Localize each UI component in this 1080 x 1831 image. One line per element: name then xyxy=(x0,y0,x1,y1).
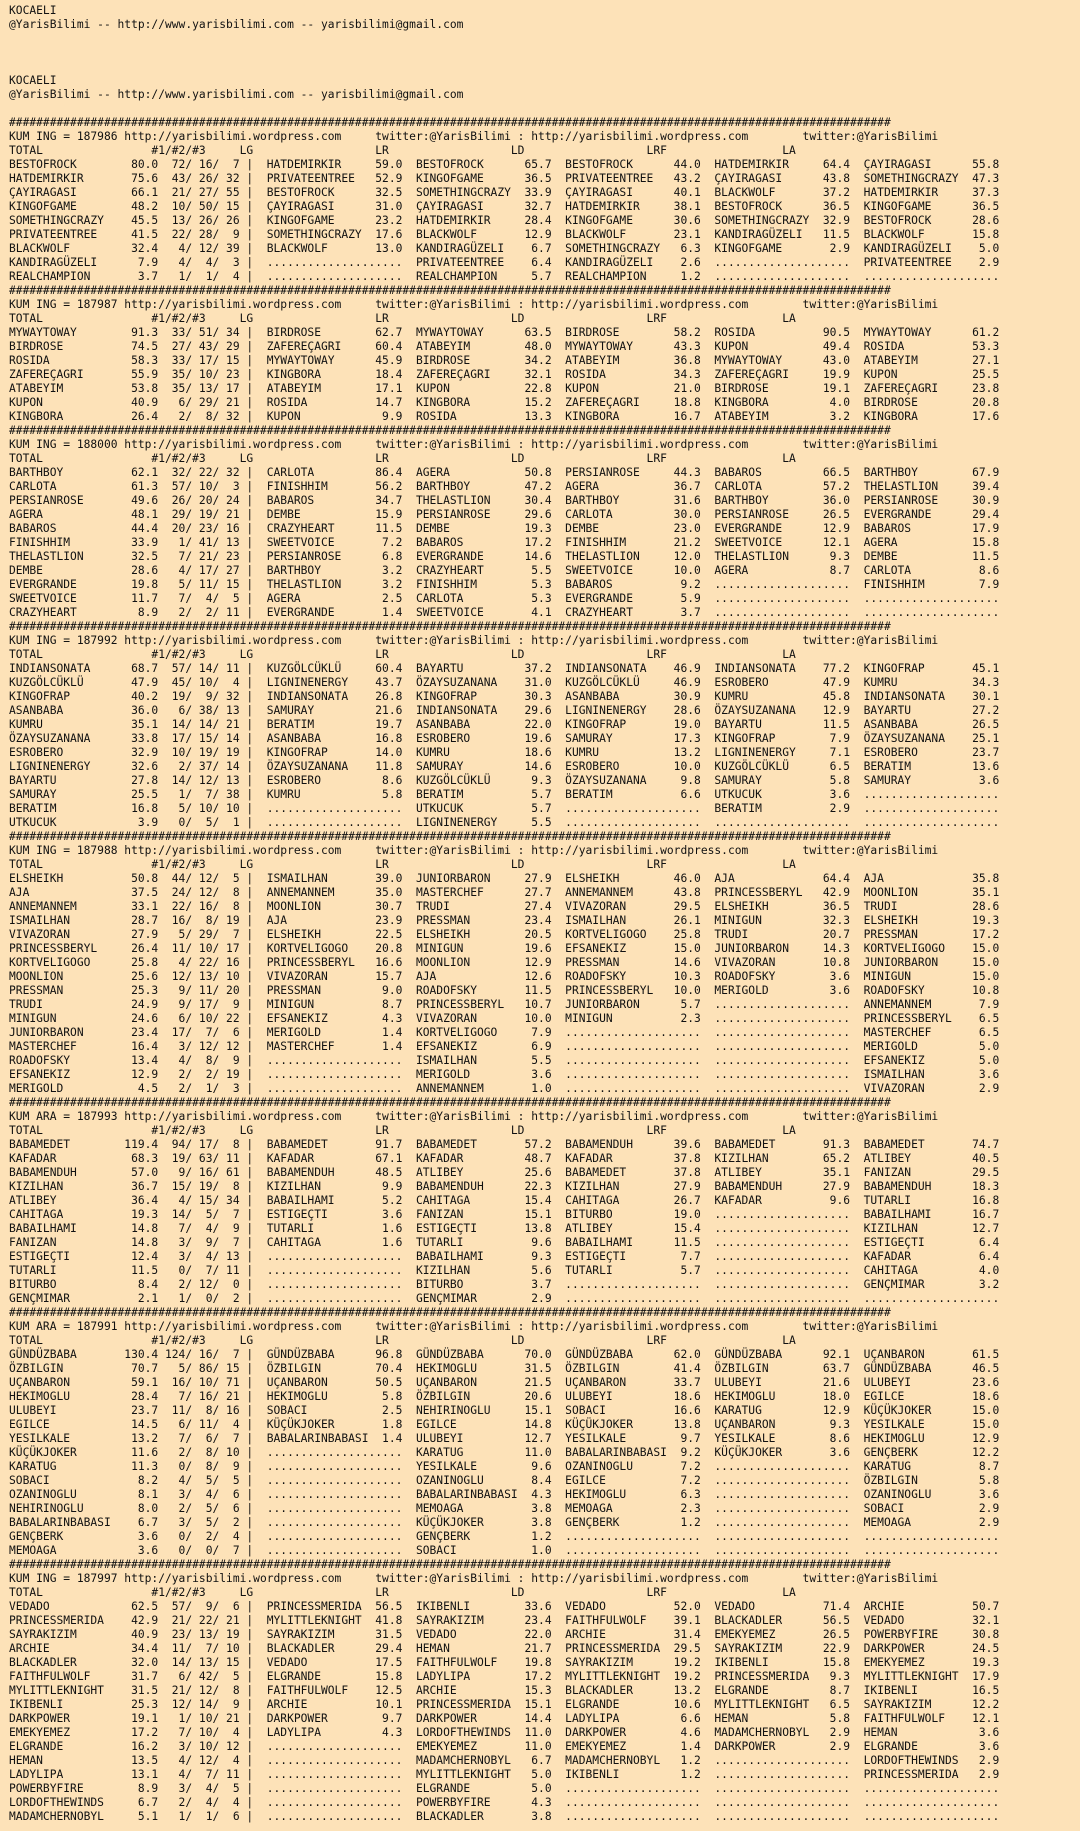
horse-stats-row: SAYRAKIZIM 40.9 23/ 13/ 19 | SAYRAKIZIM 31.5 VEDADO 22.0 ARCHIE 31.4 EMEKYEMEZ 26.5 POWERBYFIRE 30.8 xyxy=(9,1628,1000,1641)
horse-stats-row: ISMAILHAN 28.7 16/ 8/ 19 | AJA 23.9 PRESSMAN 23.4 ISMAILHAN 26.1 MINIGUN 32.3 ELSHEIKH 19.3 xyxy=(9,914,1000,927)
horse-stats-row: BIRDROSE 74.5 27/ 43/ 29 | ZAFEREÇAGRI 60.4 ATABEYIM 48.0 MYWAYTOWAY 43.3 KUPON 49.4 ROSIDA 53.3 xyxy=(9,340,1000,353)
blank-line xyxy=(9,60,1072,74)
horse-stats-row: IKIBENLI 25.3 12/ 14/ 9 | ARCHIE 10.1 PRINCESSMERIDA 15.1 ELGRANDE 10.6 MYLITTLEKNIGHT 6.5 SAYRAKIZIM 12.2 xyxy=(9,1698,1000,1711)
column-headers: TOTAL #1/#2/#3 LG LR LD LRF LA xyxy=(9,312,796,325)
horse-stats-row: KUPON 40.9 6/ 29/ 21 | ROSIDA 14.7 KINGBORA 15.2 ZAFEREÇAGRI 18.8 KINGBORA 4.0 BIRDROSE 20.8 xyxy=(9,396,1000,409)
horse-stats-row: BLACKADLER 32.0 14/ 13/ 15 | VEDADO 17.5 FAITHFULWOLF 19.8 SAYRAKIZIM 19.2 IKIBENLI 15.8 EMEKYEMEZ 19.3 xyxy=(9,1656,1000,1669)
race-header: KUM ING = 188000 http://yarisbilimi.wordpress.com twitter:@YarisBilimi : http://yarisbilimi.wordpress.com twitter:@YarisBilimi xyxy=(9,438,939,451)
horse-stats-row: MEMOAGA 3.6 0/ 0/ 7 | .................... SOBACI 1.0 .................... .................... .................... xyxy=(9,1544,1000,1557)
horse-stats-row: ESTIGEÇTI 12.4 3/ 4/ 13 | .................... BABAILHAMI 9.3 ESTIGEÇTI 7.7 .................... KAFADAR 6.4 xyxy=(9,1250,1000,1263)
horse-stats-row: KARATUG 11.3 0/ 8/ 9 | .................... YESILKALE 9.6 OZANINOGLU 7.2 .................... KARATUG 8.7 xyxy=(9,1460,1000,1473)
horse-stats-row: KANDIRAGÜZELI 7.9 4/ 4/ 3 | .................... PRIVATEENTREE 6.4 KANDIRAGÜZELI 2.6 .................... PRIVATEENTREE 2.9 xyxy=(9,256,1000,269)
horse-stats-row: ÖZBILGIN 70.7 5/ 86/ 15 | ÖZBILGIN 70.4 HEKIMOGLU 31.5 ÖZBILGIN 41.4 ÖZBILGIN 63.7 GÜNDÜZBABA 46.5 xyxy=(9,1362,1000,1375)
horse-stats-row: KIZILHAN 36.7 15/ 19/ 8 | KIZILHAN 9.9 BABAMENDUH 22.3 KIZILHAN 27.9 BABAMENDUH 27.9 BABAMENDUH 18.3 xyxy=(9,1180,1000,1193)
horse-stats-row: UÇANBARON 59.1 16/ 10/ 71 | UÇANBARON 50.5 UÇANBARON 21.5 UÇANBARON 33.7 ULUBEYI 21.6 ULUBEYI 23.6 xyxy=(9,1376,1000,1389)
column-headers: TOTAL #1/#2/#3 LG LR LD LRF LA xyxy=(9,1124,796,1137)
horse-stats-row: FINISHHIM 33.9 1/ 41/ 13 | SWEETVOICE 7.2 BABAROS 17.2 FINISHHIM 21.2 SWEETVOICE 12.1 AGERA 15.8 xyxy=(9,536,1000,549)
horse-stats-row: UTKUCUK 3.9 0/ 5/ 1 | .................... LIGNINENERGY 5.5 .................... .................... .................... xyxy=(9,816,1000,829)
horse-stats-row: DEMBE 28.6 4/ 17/ 27 | BARTHBOY 3.2 CRAZYHEART 5.5 SWEETVOICE 10.0 AGERA 8.7 CARLOTA 8.6 xyxy=(9,564,1000,577)
race-header: KUM ING = 187988 http://yarisbilimi.wordpress.com twitter:@YarisBilimi : http://yarisbilimi.wordpress.com twitter:@YarisBilimi xyxy=(9,844,939,857)
horse-stats-row: BABAMENDUH 57.0 9/ 16/ 61 | BABAMENDUH 48.5 ATLIBEY 25.6 BABAMEDET 37.8 ATLIBEY 35.1 FANIZAN 29.5 xyxy=(9,1166,1000,1179)
horse-stats-row: EVERGRANDE 19.8 5/ 11/ 15 | THELASTLION 3.2 FINISHHIM 5.3 BABAROS 9.2 .................... FINISHHIM 7.9 xyxy=(9,578,1000,591)
horse-stats-row: REALCHAMPION 3.7 1/ 1/ 4 | .................... REALCHAMPION 5.7 REALCHAMPION 1.2 .................... .................... xyxy=(9,270,1000,283)
race-header: KUM ING = 187986 http://yarisbilimi.wordpress.com twitter:@YarisBilimi : http://yarisbilimi.wordpress.com twitter:@YarisBilimi xyxy=(9,130,939,143)
horse-stats-row: KAFADAR 68.3 19/ 63/ 11 | KAFADAR 67.1 KAFADAR 48.7 KAFADAR 37.8 KIZILHAN 65.2 ATLIBEY 40.5 xyxy=(9,1152,1000,1165)
race-header: KUM ING = 187997 http://yarisbilimi.wordpress.com twitter:@YarisBilimi : http://yarisbilimi.wordpress.com twitter:@YarisBilimi xyxy=(9,1572,939,1585)
horse-stats-row: HEMAN 13.5 4/ 12/ 4 | .................... MADAMCHERNOBYL 6.7 MADAMCHERNOBYL 1.2 .................... LORDOFTHEWINDS 2.9 xyxy=(9,1754,1000,1767)
horse-stats-row: KORTVELIGOGO 25.8 4/ 22/ 16 | PRINCESSBERYL 16.6 MOONLION 12.9 PRESSMAN 14.6 VIVAZORAN 10.8 JUNIORBARON 15.0 xyxy=(9,956,1000,969)
horse-stats-row: BABAMEDET 119.4 94/ 17/ 8 | BABAMEDET 91.7 BABAMEDET 57.2 BABAMENDUH 39.6 BABAMEDET 91.3 BABAMEDET 74.7 xyxy=(9,1138,1000,1151)
section-divider: ################################################################################################################################## xyxy=(9,1306,891,1319)
horse-stats-row: BAYARTU 27.8 14/ 12/ 13 | ESROBERO 8.6 KUZGÖLCÜKLÜ 9.3 ÖZAYSUZANANA 9.8 SAMURAY 5.8 SAMURAY 3.6 xyxy=(9,774,1000,787)
horse-stats-row: ULUBEYI 23.7 11/ 8/ 16 | SOBACI 2.5 NEHIRINOGLU 15.1 SOBACI 16.6 KARATUG 12.9 KÜÇÜKJOKER 15.0 xyxy=(9,1404,1000,1417)
horse-stats-row: BARTHBOY 62.1 32/ 22/ 32 | CARLOTA 86.4 AGERA 50.8 PERSIANROSE 44.3 BABAROS 66.5 BARTHBOY 67.9 xyxy=(9,466,1000,479)
section-divider: ################################################################################################################################## xyxy=(9,1096,891,1109)
horse-stats-row: ÖZAYSUZANANA 33.8 17/ 15/ 14 | ASANBABA 16.8 ESROBERO 19.6 SAMURAY 17.3 KINGOFRAP 7.9 ÖZAYSUZANANA 25.1 xyxy=(9,732,1000,745)
horse-stats-row: KINGOFGAME 48.2 10/ 50/ 15 | ÇAYIRAGASI 31.0 ÇAYIRAGASI 32.7 HATDEMIRKIR 38.1 BESTOFROCK 36.5 KINGOFGAME 36.5 xyxy=(9,200,1000,213)
horse-stats-row: DARKPOWER 19.1 1/ 10/ 21 | DARKPOWER 9.7 DARKPOWER 14.4 LADYLIPA 6.6 HEMAN 5.8 FAITHFULWOLF 12.1 xyxy=(9,1712,1000,1725)
horse-stats-row: ATLIBEY 36.4 4/ 15/ 34 | BABAILHAMI 5.2 CAHITAGA 15.4 CAHITAGA 26.7 KAFADAR 9.6 TUTARLI 16.8 xyxy=(9,1194,1000,1207)
horse-stats-row: AJA 37.5 24/ 12/ 8 | ANNEMANNEM 35.0 MASTERCHEF 27.7 ANNEMANNEM 43.8 PRINCESSBERYL 42.9 MOONLION 35.1 xyxy=(9,886,1000,899)
section-divider: ################################################################################################################################## xyxy=(9,1558,891,1571)
blank-line xyxy=(9,102,1072,116)
horse-stats-row: ASANBABA 36.0 6/ 38/ 13 | SAMURAY 21.6 INDIANSONATA 29.6 LIGNINENERGY 28.6 ÖZAYSUZANANA 12.9 BAYARTU 27.2 xyxy=(9,704,1000,717)
column-headers: TOTAL #1/#2/#3 LG LR LD LRF LA xyxy=(9,1334,796,1347)
horse-stats-row: BESTOFROCK 80.0 72/ 16/ 7 | HATDEMIRKIR 59.0 BESTOFROCK 65.7 BESTOFROCK 44.0 HATDEMIRKIR 64.4 ÇAYIRAGASI 55.8 xyxy=(9,158,1000,171)
horse-stats-row: ELGRANDE 16.2 3/ 10/ 12 | .................... EMEKYEMEZ 11.0 EMEKYEMEZ 1.4 DARKPOWER 2.9 ELGRANDE 3.6 xyxy=(9,1740,1000,1753)
horse-stats-row: SAMURAY 25.5 1/ 7/ 38 | KUMRU 5.8 BERATIM 5.7 BERATIM 6.6 UTKUCUK 3.6 .................... xyxy=(9,788,1000,801)
horse-stats-row: MADAMCHERNOBYL 5.1 1/ 1/ 6 | .................... BLACKADLER 3.8 .................... .................... .................... xyxy=(9,1810,1000,1823)
section-divider: ################################################################################################################################## xyxy=(9,830,891,843)
horse-stats-row: GENÇBERK 3.6 0/ 2/ 4 | .................... GENÇBERK 1.2 .................... .................... .................... xyxy=(9,1530,1000,1543)
horse-stats-row: HATDEMIRKIR 75.6 43/ 26/ 32 | PRIVATEENTREE 52.9 KINGOFGAME 36.5 PRIVATEENTREE 43.2 ÇAYIRAGASI 43.8 SOMETHINGCRAZY 47.3 xyxy=(9,172,1000,185)
horse-stats-row: THELASTLION 32.5 7/ 21/ 23 | PERSIANROSE 6.8 EVERGRANDE 14.6 THELASTLION 12.0 THELASTLION 9.3 DEMBE 11.5 xyxy=(9,550,1000,563)
horse-stats-row: ÇAYIRAGASI 66.1 21/ 27/ 55 | BESTOFROCK 32.5 SOMETHINGCRAZY 33.9 ÇAYIRAGASI 40.1 BLACKWOLF 37.2 HATDEMIRKIR 37.3 xyxy=(9,186,1000,199)
horse-stats-row: ELSHEIKH 50.8 44/ 12/ 5 | ISMAILHAN 39.0 JUNIORBARON 27.9 ELSHEIKH 46.0 AJA 64.4 AJA 35.8 xyxy=(9,872,1000,885)
horse-stats-row: ATABEYIM 53.8 35/ 13/ 17 | ATABEYIM 17.1 KUPON 22.8 KUPON 21.0 BIRDROSE 19.1 ZAFEREÇAGRI 23.8 xyxy=(9,382,1000,395)
column-headers: TOTAL #1/#2/#3 LG LR LD LRF LA xyxy=(9,144,796,157)
horse-stats-row: PRINCESSBERYL 26.4 11/ 10/ 17 | KORTVELIGOGO 20.8 MINIGUN 19.6 EFSANEKIZ 15.0 JUNIORBARON 14.3 KORTVELIGOGO 15.0 xyxy=(9,942,1000,955)
contact-line: @YarisBilimi -- http://www.yarisbilimi.com -- yarisbilimi@gmail.com xyxy=(9,88,464,101)
horse-stats-row: KINGBORA 26.4 2/ 8/ 32 | KUPON 9.9 ROSIDA 13.3 KINGBORA 16.7 ATABEYIM 3.2 KINGBORA 17.6 xyxy=(9,410,1000,423)
horse-stats-row: BABAILHAMI 14.8 7/ 4/ 9 | TUTARLI 1.6 ESTIGEÇTI 13.8 ATLIBEY 15.4 .................... KIZILHAN 12.7 xyxy=(9,1222,1000,1235)
race-header: KUM ING = 187987 http://yarisbilimi.wordpress.com twitter:@YarisBilimi : http://yarisbilimi.wordpress.com twitter:@YarisBilimi xyxy=(9,298,939,311)
horse-stats-row: KINGOFRAP 40.2 19/ 9/ 32 | INDIANSONATA 26.8 KINGOFRAP 30.3 ASANBABA 30.9 KUMRU 45.8 INDIANSONATA 30.1 xyxy=(9,690,1000,703)
horse-stats-row: EFSANEKIZ 12.9 2/ 2/ 19 | .................... MERIGOLD 3.6 .................... .................... ISMAILHAN 3.6 xyxy=(9,1068,1000,1081)
horse-stats-row: BABALARINBABASI 6.7 3/ 5/ 2 | .................... KÜÇÜKJOKER 3.8 GENÇBERK 1.2 .................... MEMOAGA 2.9 xyxy=(9,1516,1000,1529)
horse-stats-row: FAITHFULWOLF 31.7 6/ 42/ 5 | ELGRANDE 15.8 LADYLIPA 17.2 MYLITTLEKNIGHT 19.2 PRINCESSMERIDA 9.3 MYLITTLEKNIGHT 17.9 xyxy=(9,1670,1000,1683)
horse-stats-row: ANNEMANNEM 33.1 22/ 16/ 8 | MOONLION 30.7 TRUDI 27.4 VIVAZORAN 29.5 ELSHEIKH 36.5 TRUDI 28.6 xyxy=(9,900,1000,913)
horse-stats-row: ZAFEREÇAGRI 55.9 35/ 10/ 23 | KINGBORA 18.4 ZAFEREÇAGRI 32.1 ROSIDA 34.3 ZAFEREÇAGRI 19.9 KUPON 25.5 xyxy=(9,368,1000,381)
column-headers: TOTAL #1/#2/#3 LG LR LD LRF LA xyxy=(9,648,796,661)
horse-stats-row: BERATIM 16.8 5/ 10/ 10 | .................... UTKUCUK 5.7 .................... BERATIM 2.9 .................... xyxy=(9,802,1000,815)
horse-stats-row: BITURBO 8.4 2/ 12/ 0 | .................... BITURBO 3.7 .................... .................... GENÇMIMAR 3.2 xyxy=(9,1278,1000,1291)
horse-stats-row: MYLITTLEKNIGHT 31.5 21/ 12/ 8 | FAITHFULWOLF 12.5 ARCHIE 15.3 BLACKADLER 13.2 ELGRANDE 8.7 IKIBENLI 16.5 xyxy=(9,1684,1000,1697)
horse-stats-row: PRESSMAN 25.3 9/ 11/ 20 | PRESSMAN 9.0 ROADOFSKY 11.5 PRINCESSBERYL 10.0 MERIGOLD 3.6 ROADOFSKY 10.8 xyxy=(9,984,1000,997)
horse-stats-row: CARLOTA 61.3 57/ 10/ 3 | FINISHHIM 56.2 BARTHBOY 47.2 AGERA 36.7 CARLOTA 57.2 THELASTLION 39.4 xyxy=(9,480,1000,493)
column-headers: TOTAL #1/#2/#3 LG LR LD LRF LA xyxy=(9,1586,796,1599)
blank-line xyxy=(9,32,1072,46)
horse-stats-row: JUNIORBARON 23.4 17/ 7/ 6 | MERIGOLD 1.4 KORTVELIGOGO 7.9 .................... .................... MASTERCHEF 6.5 xyxy=(9,1026,1000,1039)
race-header: KUM ARA = 187993 http://yarisbilimi.wordpress.com twitter:@YarisBilimi : http://yarisbilimi.wordpress.com twitter:@YarisBilimi xyxy=(9,1110,939,1123)
horse-stats-row: CAHITAGA 19.3 14/ 5/ 7 | ESTIGEÇTI 3.6 FANIZAN 15.1 BITURBO 19.0 .................... BABAILHAMI 16.7 xyxy=(9,1208,1000,1221)
horse-stats-row: PERSIANROSE 49.6 26/ 20/ 24 | BABAROS 34.7 THELASTLION 30.4 BARTHBOY 31.6 BARTHBOY 36.0 PERSIANROSE 30.9 xyxy=(9,494,1000,507)
location-title: KOCAELI xyxy=(9,4,57,17)
horse-stats-row: AGERA 48.1 29/ 19/ 21 | DEMBE 15.9 PERSIANROSE 29.6 CARLOTA 30.0 PERSIANROSE 26.5 EVERGRANDE 29.4 xyxy=(9,508,1000,521)
horse-stats-row: PRIVATEENTREE 41.5 22/ 28/ 9 | SOMETHINGCRAZY 17.6 BLACKWOLF 12.9 BLACKWOLF 23.1 KANDIRAGÜZELI 11.5 BLACKWOLF 15.8 xyxy=(9,228,1000,241)
horse-stats-row: YESILKALE 13.2 7/ 6/ 7 | BABALARINBABASI 1.4 ULUBEYI 12.7 YESILKALE 9.7 YESILKALE 8.6 HEKIMOGLU 12.9 xyxy=(9,1432,1000,1445)
horse-stats-row: BABAROS 44.4 20/ 23/ 16 | CRAZYHEART 11.5 DEMBE 19.3 DEMBE 23.0 EVERGRANDE 12.9 BABAROS 17.9 xyxy=(9,522,1000,535)
location-title: KOCAELI xyxy=(9,74,57,87)
horse-stats-row: ARCHIE 34.4 11/ 7/ 10 | BLACKADLER 29.4 HEMAN 21.7 PRINCESSMERIDA 29.5 SAYRAKIZIM 22.9 DARKPOWER 24.5 xyxy=(9,1642,1000,1655)
horse-stats-row: SWEETVOICE 11.7 7/ 4/ 5 | AGERA 2.5 CARLOTA 5.3 EVERGRANDE 5.9 .................... .................... xyxy=(9,592,1000,605)
horse-stats-row: GENÇMIMAR 2.1 1/ 0/ 2 | .................... GENÇMIMAR 2.9 .................... .................... .................... xyxy=(9,1292,1000,1305)
horse-stats-row: SOBACI 8.2 4/ 5/ 5 | .................... OZANINOGLU 8.4 EGILCE 7.2 .................... ÖZBILGIN 5.8 xyxy=(9,1474,1000,1487)
horse-stats-row: FANIZAN 14.8 3/ 9/ 7 | CAHITAGA 1.6 TUTARLI 9.6 BABAILHAMI 11.5 .................... ESTIGEÇTI 6.4 xyxy=(9,1236,1000,1249)
horse-stats-row: EGILCE 14.5 6/ 11/ 4 | KÜÇÜKJOKER 1.8 EGILCE 14.8 KÜÇÜKJOKER 13.8 UÇANBARON 9.3 YESILKALE 15.0 xyxy=(9,1418,1000,1431)
horse-stats-row: MINIGUN 24.6 6/ 10/ 22 | EFSANEKIZ 4.3 VIVAZORAN 10.0 MINIGUN 2.3 .................... PRINCESSBERYL 6.5 xyxy=(9,1012,1000,1025)
section-divider: ################################################################################################################################## xyxy=(9,284,891,297)
horse-stats-row: LORDOFTHEWINDS 6.7 2/ 4/ 4 | .................... POWERBYFIRE 4.3 .................... .................... .................... xyxy=(9,1796,1000,1809)
horse-stats-row: CRAZYHEART 8.9 2/ 2/ 11 | EVERGRANDE 1.4 SWEETVOICE 4.1 CRAZYHEART 3.7 .................... .................... xyxy=(9,606,1000,619)
horse-stats-row: POWERBYFIRE 8.9 3/ 4/ 5 | .................... ELGRANDE 5.0 .................... .................... .................... xyxy=(9,1782,1000,1795)
horse-stats-row: BLACKWOLF 32.4 4/ 12/ 39 | BLACKWOLF 13.0 KANDIRAGÜZELI 6.7 SOMETHINGCRAZY 6.3 KINGOFGAME 2.9 KANDIRAGÜZELI 5.0 xyxy=(9,242,1000,255)
horse-stats-row: TRUDI 24.9 9/ 17/ 9 | MINIGUN 8.7 PRINCESSBERYL 10.7 JUNIORBARON 5.7 .................... ANNEMANNEM 7.9 xyxy=(9,998,1000,1011)
horse-stats-row: INDIANSONATA 68.7 57/ 14/ 11 | KUZGÖLCÜKLÜ 60.4 BAYARTU 37.2 INDIANSONATA 46.9 INDIANSONATA 77.2 KINGOFRAP 45.1 xyxy=(9,662,1000,675)
horse-stats-row: LIGNINENERGY 32.6 2/ 37/ 14 | ÖZAYSUZANANA 11.8 SAMURAY 14.6 ESROBERO 10.0 KUZGÖLCÜKLÜ 6.5 BERATIM 13.6 xyxy=(9,760,1000,773)
contact-line: @YarisBilimi -- http://www.yarisbilimi.com -- yarisbilimi@gmail.com xyxy=(9,18,464,31)
horse-stats-row: KÜÇÜKJOKER 11.6 2/ 8/ 10 | .................... KARATUG 11.0 BABALARINBABASI 9.2 KÜÇÜKJOKER 3.6 GENÇBERK 12.2 xyxy=(9,1446,1000,1459)
column-headers: TOTAL #1/#2/#3 LG LR LD LRF LA xyxy=(9,452,796,465)
horse-stats-row: ESROBERO 32.9 10/ 19/ 19 | KINGOFRAP 14.0 KUMRU 18.6 KUMRU 13.2 LIGNINENERGY 7.1 ESROBERO 23.7 xyxy=(9,746,1000,759)
horse-stats-row: HEKIMOGLU 28.4 7/ 16/ 21 | HEKIMOGLU 5.8 ÖZBILGIN 20.6 ULUBEYI 18.6 HEKIMOGLU 18.0 EGILCE 18.6 xyxy=(9,1390,1000,1403)
blank-line xyxy=(9,46,1072,60)
horse-stats-row: KUZGÖLCÜKLÜ 47.9 45/ 10/ 4 | LIGNINENERGY 43.7 ÖZAYSUZANANA 31.0 KUZGÖLCÜKLÜ 46.9 ESROBERO 47.9 KUMRU 34.3 xyxy=(9,676,1000,689)
section-divider: ################################################################################################################################## xyxy=(9,620,891,633)
horse-stats-row: MERIGOLD 4.5 2/ 1/ 3 | .................... ANNEMANNEM 1.0 .................... .................... VIVAZORAN 2.9 xyxy=(9,1082,1000,1095)
column-headers: TOTAL #1/#2/#3 LG LR LD LRF LA xyxy=(9,858,796,871)
horse-stats-row: EMEKYEMEZ 17.2 7/ 10/ 4 | LADYLIPA 4.3 LORDOFTHEWINDS 11.0 DARKPOWER 4.6 MADAMCHERNOBYL 2.9 HEMAN 3.6 xyxy=(9,1726,1000,1739)
horse-stats-row: TUTARLI 11.5 0/ 7/ 11 | .................... KIZILHAN 5.6 TUTARLI 5.7 .................... CAHITAGA 4.0 xyxy=(9,1264,1000,1277)
horse-stats-row: ROADOFSKY 13.4 4/ 8/ 9 | .................... ISMAILHAN 5.5 .................... .................... EFSANEKIZ 5.0 xyxy=(9,1054,1000,1067)
horse-stats-row: VIVAZORAN 27.9 5/ 29/ 7 | ELSHEIKH 22.5 ELSHEIKH 20.5 KORTVELIGOGO 25.8 TRUDI 20.7 PRESSMAN 17.2 xyxy=(9,928,1000,941)
section-divider: ################################################################################################################################## xyxy=(9,116,891,129)
horse-stats-row: MYWAYTOWAY 91.3 33/ 51/ 34 | BIRDROSE 62.7 MYWAYTOWAY 63.5 BIRDROSE 58.2 ROSIDA 90.5 MYWAYTOWAY 61.2 xyxy=(9,326,1000,339)
horse-stats-row: MOONLION 25.6 12/ 13/ 10 | VIVAZORAN 15.7 AJA 12.6 ROADOFSKY 10.3 ROADOFSKY 3.6 MINIGUN 15.0 xyxy=(9,970,1000,983)
section-divider: ################################################################################################################################## xyxy=(9,424,891,437)
horse-stats-row: LADYLIPA 13.1 4/ 7/ 11 | .................... MYLITTLEKNIGHT 5.0 IKIBENLI 1.2 .................... PRINCESSMERIDA 2.9 xyxy=(9,1768,1000,1781)
horse-stats-row: GÜNDÜZBABA 130.4 124/ 16/ 7 | GÜNDÜZBABA 96.8 GÜNDÜZBABA 70.0 GÜNDÜZBABA 62.0 GÜNDÜZBABA 92.1 UÇANBARON 61.5 xyxy=(9,1348,1000,1361)
horse-stats-row: KUMRU 35.1 14/ 14/ 21 | BERATIM 19.7 ASANBABA 22.0 KINGOFRAP 19.0 BAYARTU 11.5 ASANBABA 26.5 xyxy=(9,718,1000,731)
horse-stats-row: SOMETHINGCRAZY 45.5 13/ 26/ 26 | KINGOFGAME 23.2 HATDEMIRKIR 28.4 KINGOFGAME 30.6 SOMETHINGCRAZY 32.9 BESTOFROCK 28.6 xyxy=(9,214,1000,227)
horse-stats-row: VEDADO 62.5 57/ 9/ 6 | PRINCESSMERIDA 56.5 IKIBENLI 33.6 VEDADO 52.0 VEDADO 71.4 ARCHIE 50.7 xyxy=(9,1600,1000,1613)
race-header: KUM ING = 187992 http://yarisbilimi.wordpress.com twitter:@YarisBilimi : http://yarisbilimi.wordpress.com twitter:@YarisBilimi xyxy=(9,634,939,647)
race-header: KUM ARA = 187991 http://yarisbilimi.wordpress.com twitter:@YarisBilimi : http://yarisbilimi.wordpress.com twitter:@YarisBilimi xyxy=(9,1320,939,1333)
horse-stats-row: PRINCESSMERIDA 42.9 21/ 22/ 21 | MYLITTLEKNIGHT 41.8 SAYRAKIZIM 23.4 FAITHFULWOLF 39.1 BLACKADLER 56.5 VEDADO 32.1 xyxy=(9,1614,1000,1627)
horse-stats-row: ROSIDA 58.3 33/ 17/ 15 | MYWAYTOWAY 45.9 BIRDROSE 34.2 ATABEYIM 36.8 MYWAYTOWAY 43.0 ATABEYIM 27.1 xyxy=(9,354,1000,367)
horse-stats-row: NEHIRINOGLU 8.0 2/ 5/ 6 | .................... MEMOAGA 3.8 MEMOAGA 2.3 .................... SOBACI 2.9 xyxy=(9,1502,1000,1515)
horse-stats-row: OZANINOGLU 8.1 3/ 4/ 6 | .................... BABALARINBABASI 4.3 HEKIMOGLU 6.3 .................... OZANINOGLU 3.6 xyxy=(9,1488,1000,1501)
horse-stats-row: MASTERCHEF 16.4 3/ 12/ 12 | MASTERCHEF 1.4 EFSANEKIZ 6.9 .................... .................... MERIGOLD 5.0 xyxy=(9,1040,1000,1053)
